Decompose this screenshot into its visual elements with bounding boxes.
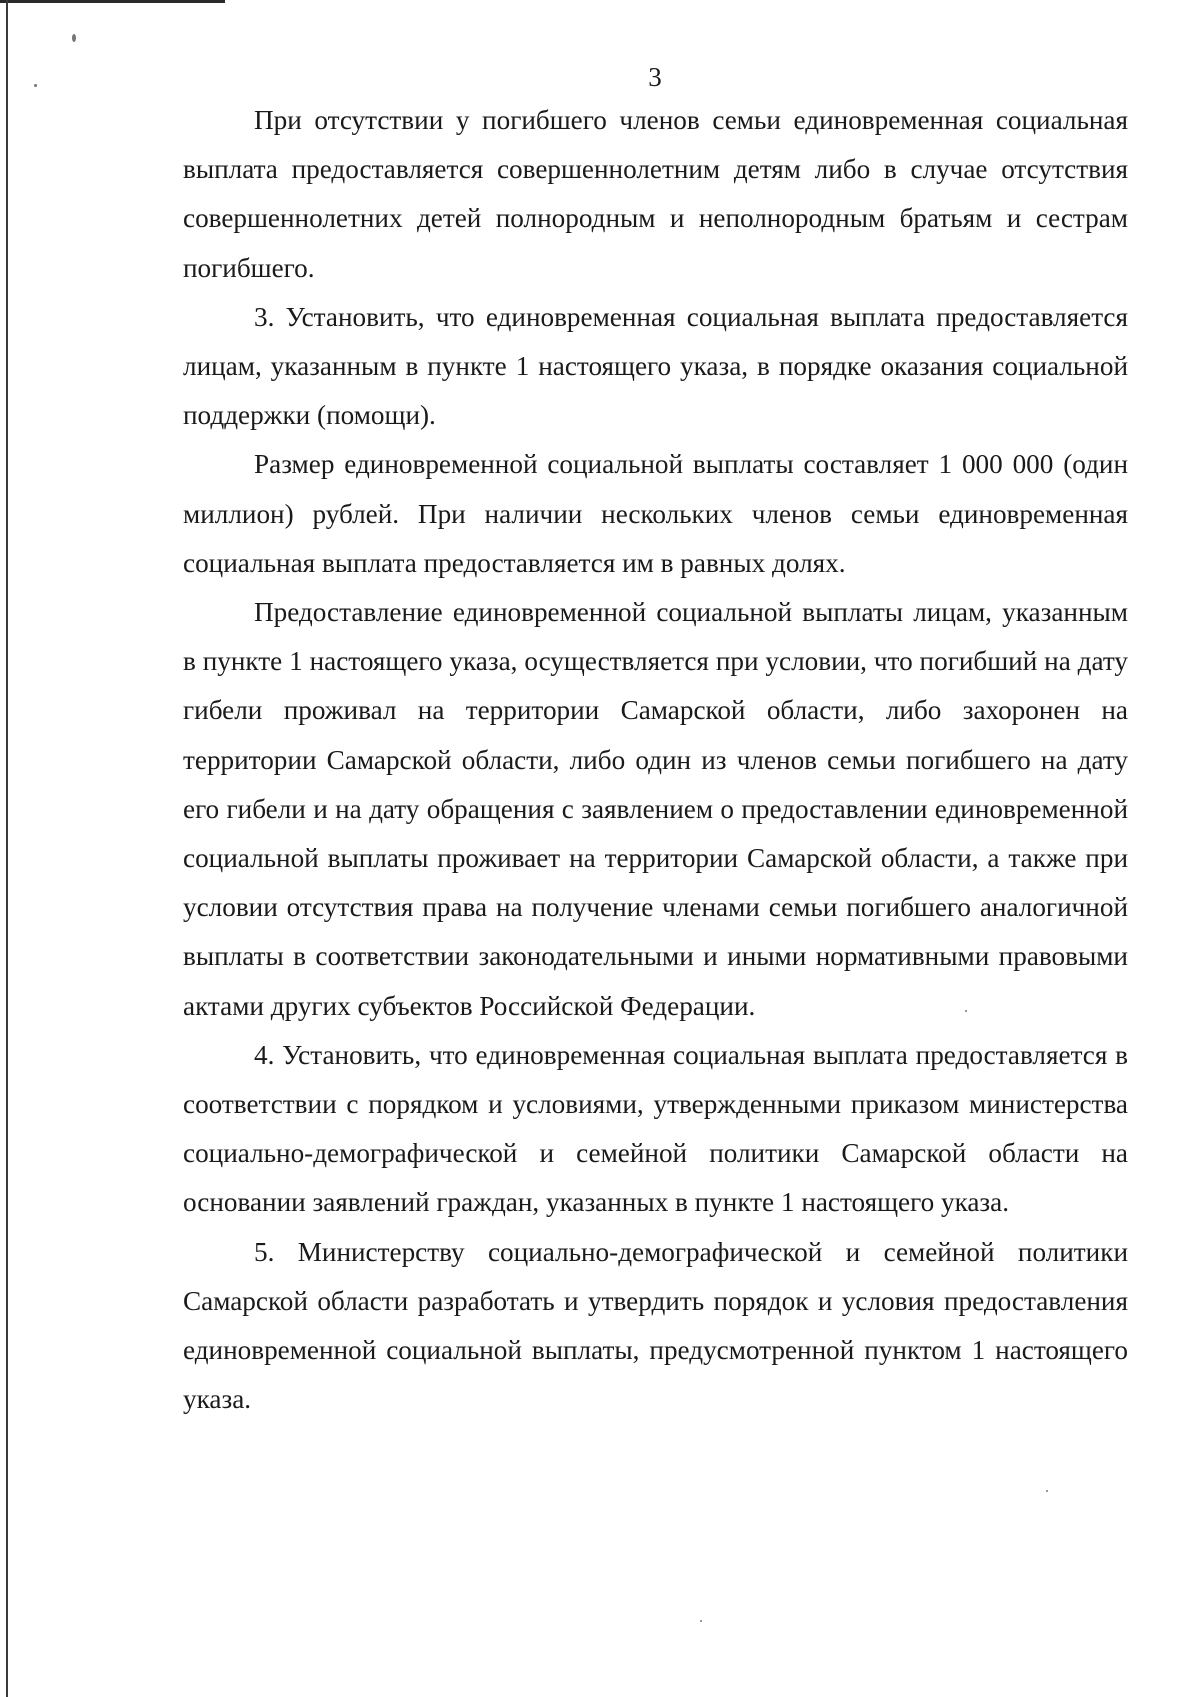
paragraph: 5. Министерству социально-демографической и семейной политики Самарской области разработать и утвердить порядок и условия предоставления единовременной социальной выплаты, предусмотренной пунктом 1 настоящего указа. (183, 1236, 1128, 1415)
paragraph: 3. Установить, что единовременная социальная выплата предоставляется лицам, указанным в пункте 1 настоящего указа, в порядке оказания социальной поддержки (помощи). (183, 301, 1128, 431)
scan-speck (72, 34, 76, 42)
paragraph: При отсутствии у погибшего членов семьи единовременная социальная выплата предоставляется совершеннолетним детям либо в случае отсутствия совершеннолетних детей полнородным и неполнородным братьям и сестрам погибшего. (183, 105, 1128, 283)
body-text (183, 96, 1128, 1424)
paragraph: 4. Установить, что единовременная социальная выплата предоставляется в соответствии с порядком и условиями, утвержденными приказом министерства социально-демографической и семейной политики Самарской области на основании заявлений граждан, указанных в пункте 1 настоящего указа. (183, 1039, 1128, 1218)
paragraph: Предоставление единовременной социальной выплаты лицам, указанным в пункте 1 настоящего указа, осуществляется при условии, что погибший на дату гибели проживал на территории Самарской области, либо захоронен на территории Самарской области, либо один из членов семьи погибшего на дату его гибели и на дату обращения с заявлением о предоставлении единовременной социальной выплаты проживает на территории Самарской области, а также при условии отсутствия права на получение членами семьи погибшего аналогичной выплаты в соответствии законодательными и иными нормативными правовыми актами других субъектов Российской Федерации. (183, 597, 1128, 1021)
scan-edge-line (6, 0, 8, 1697)
scan-speck (1046, 1490, 1048, 1492)
scan-speck (700, 1620, 702, 1622)
page-number: 3 (648, 62, 662, 92)
scan-speck (34, 84, 37, 87)
paragraph: Размер единовременной социальной выплаты составляет 1 000 000 (один миллион) рублей. При наличии нескольких членов семьи единовременная социальная выплата предоставляется им в равных долях. (183, 449, 1128, 578)
scan-edge-line (0, 0, 225, 3)
